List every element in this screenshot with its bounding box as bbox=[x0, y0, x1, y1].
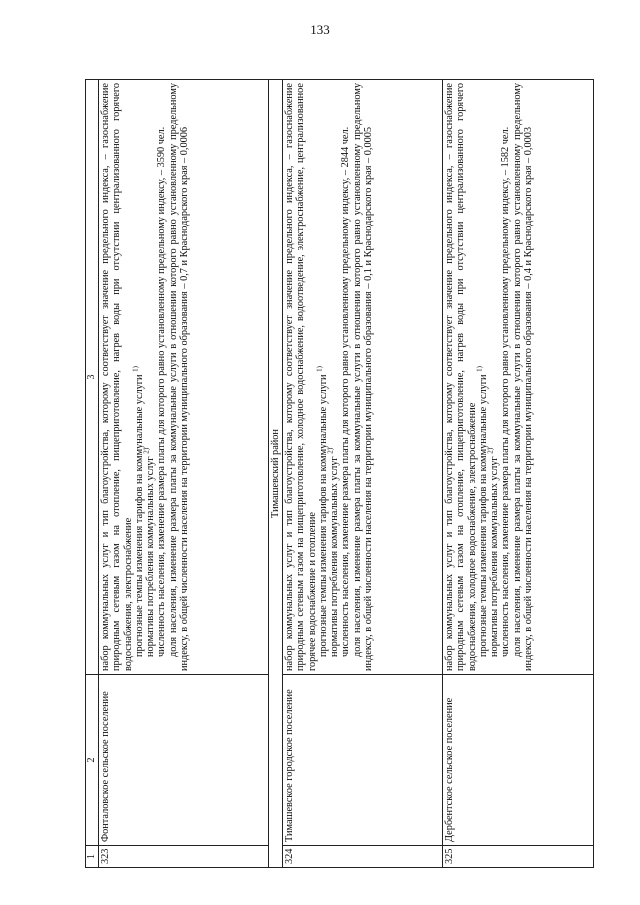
row-number: 324 bbox=[283, 846, 443, 868]
row-number: 325 bbox=[443, 846, 594, 868]
tariff-table bbox=[85, 79, 594, 868]
header-col-1: 1 bbox=[86, 846, 99, 868]
header-col-2: 2 bbox=[86, 675, 99, 846]
tariff-forecast-line: прогнозные темпы изменения тарифов на коммунальные услуги $^{1)}$ bbox=[315, 366, 329, 657]
table-row bbox=[443, 80, 594, 868]
row-description bbox=[99, 80, 269, 675]
table-header-row bbox=[86, 80, 99, 868]
footnote-marker: 1) bbox=[315, 366, 324, 372]
rotated-table-container bbox=[85, 80, 594, 868]
tariff-forecast-line: прогнозные темпы изменения тарифов на коммунальные услуги $^{1)}$ bbox=[131, 366, 145, 657]
services-set-text: набор коммунальных услуг и тип благоустройства, которому соответствует значение предельного индекса, – газоснабжение природным сетевым газом на отопление, пищеприготовление, нагрев воды при отсутствии централизованного горячего водоснабжения, электроснабжение bbox=[100, 83, 134, 671]
consumption-norms-line: нормативы потребления коммунальных услуг $^{2)}$ bbox=[486, 447, 501, 657]
table-row bbox=[99, 80, 269, 868]
population-count-text: численность населения, изменение размера платы для которого равно установленному предельному индексу, – 2844 чел. bbox=[340, 126, 352, 657]
settlement-name: Тимашевское городское поселение bbox=[283, 675, 443, 846]
footnote-marker: 1) bbox=[475, 366, 484, 372]
consumption-norms-line: нормативы потребления коммунальных услуг $^{2)}$ bbox=[326, 447, 341, 657]
footnote-marker: 2) bbox=[486, 447, 495, 454]
consumption-norms-line: нормативы потребления коммунальных услуг $^{2)}$ bbox=[142, 447, 157, 657]
population-count-text: численность населения, изменение размера платы для которого равно установленному предельному индексу, – 1582 чел. bbox=[500, 126, 512, 657]
row-description bbox=[283, 80, 443, 675]
population-count-text: численность населения, изменение размера платы для которого равно установленному предельному индексу, – 3590 чел. bbox=[156, 126, 168, 657]
page-number: 133 bbox=[310, 22, 330, 37]
row-number: 323 bbox=[99, 846, 269, 868]
services-set-text: набор коммунальных услуг и тип благоустройства, которому соответствует значение предельного индекса, – газоснабжение природным сетевым газом на пищеприготовление, холодное водоснабжение, водоотведение, электроснабжение, централизованное горячее водоснабжение и отопление bbox=[284, 83, 318, 671]
population-share-text: доля населения, изменение размера платы за коммунальные услуги в отношении которого равно установленному предельному индексу, в общей численности населения на территории муниципального образования – 0,7 и Краснодарского края – 0,0006 bbox=[167, 83, 191, 671]
region-header: Тимашевский район bbox=[269, 80, 283, 868]
footnote-marker: 1) bbox=[131, 366, 140, 372]
services-set-text: набор коммунальных услуг и тип благоустройства, которому соответствует значение предельного индекса, – газоснабжение природным сетевым газом на отопление, пищеприготовление, нагрев воды при отсутствии централизованного горячего водоснабжения, холодное водоснабжение, электроснабжение bbox=[444, 83, 478, 671]
header-col-3: 3 bbox=[86, 80, 99, 675]
row-description bbox=[443, 80, 594, 675]
footnote-marker: 2) bbox=[142, 447, 151, 454]
settlement-name: Фонталовское сельское поселение bbox=[99, 675, 269, 846]
footnote-marker: 2) bbox=[326, 447, 335, 454]
region-header-row bbox=[269, 80, 283, 868]
table-row bbox=[283, 80, 443, 868]
population-share-text: доля населения, изменение размера платы за коммунальные услуги в отношении которого равно установленному предельному индексу, в общей численности населения на территории муниципального образования – 0,1 и Краснодарского края – 0,0005 bbox=[351, 83, 375, 671]
tariff-forecast-line: прогнозные темпы изменения тарифов на коммунальные услуги $^{1)}$ bbox=[475, 366, 489, 657]
settlement-name: Дербентское сельское поселение bbox=[443, 675, 594, 846]
population-share-text: доля населения, изменение размера платы за коммунальные услуги в отношении которого равно установленному предельному индексу, в общей численности населения на территории муниципального образования – 0,4 и Краснодарского края – 0,0003 bbox=[511, 83, 535, 671]
